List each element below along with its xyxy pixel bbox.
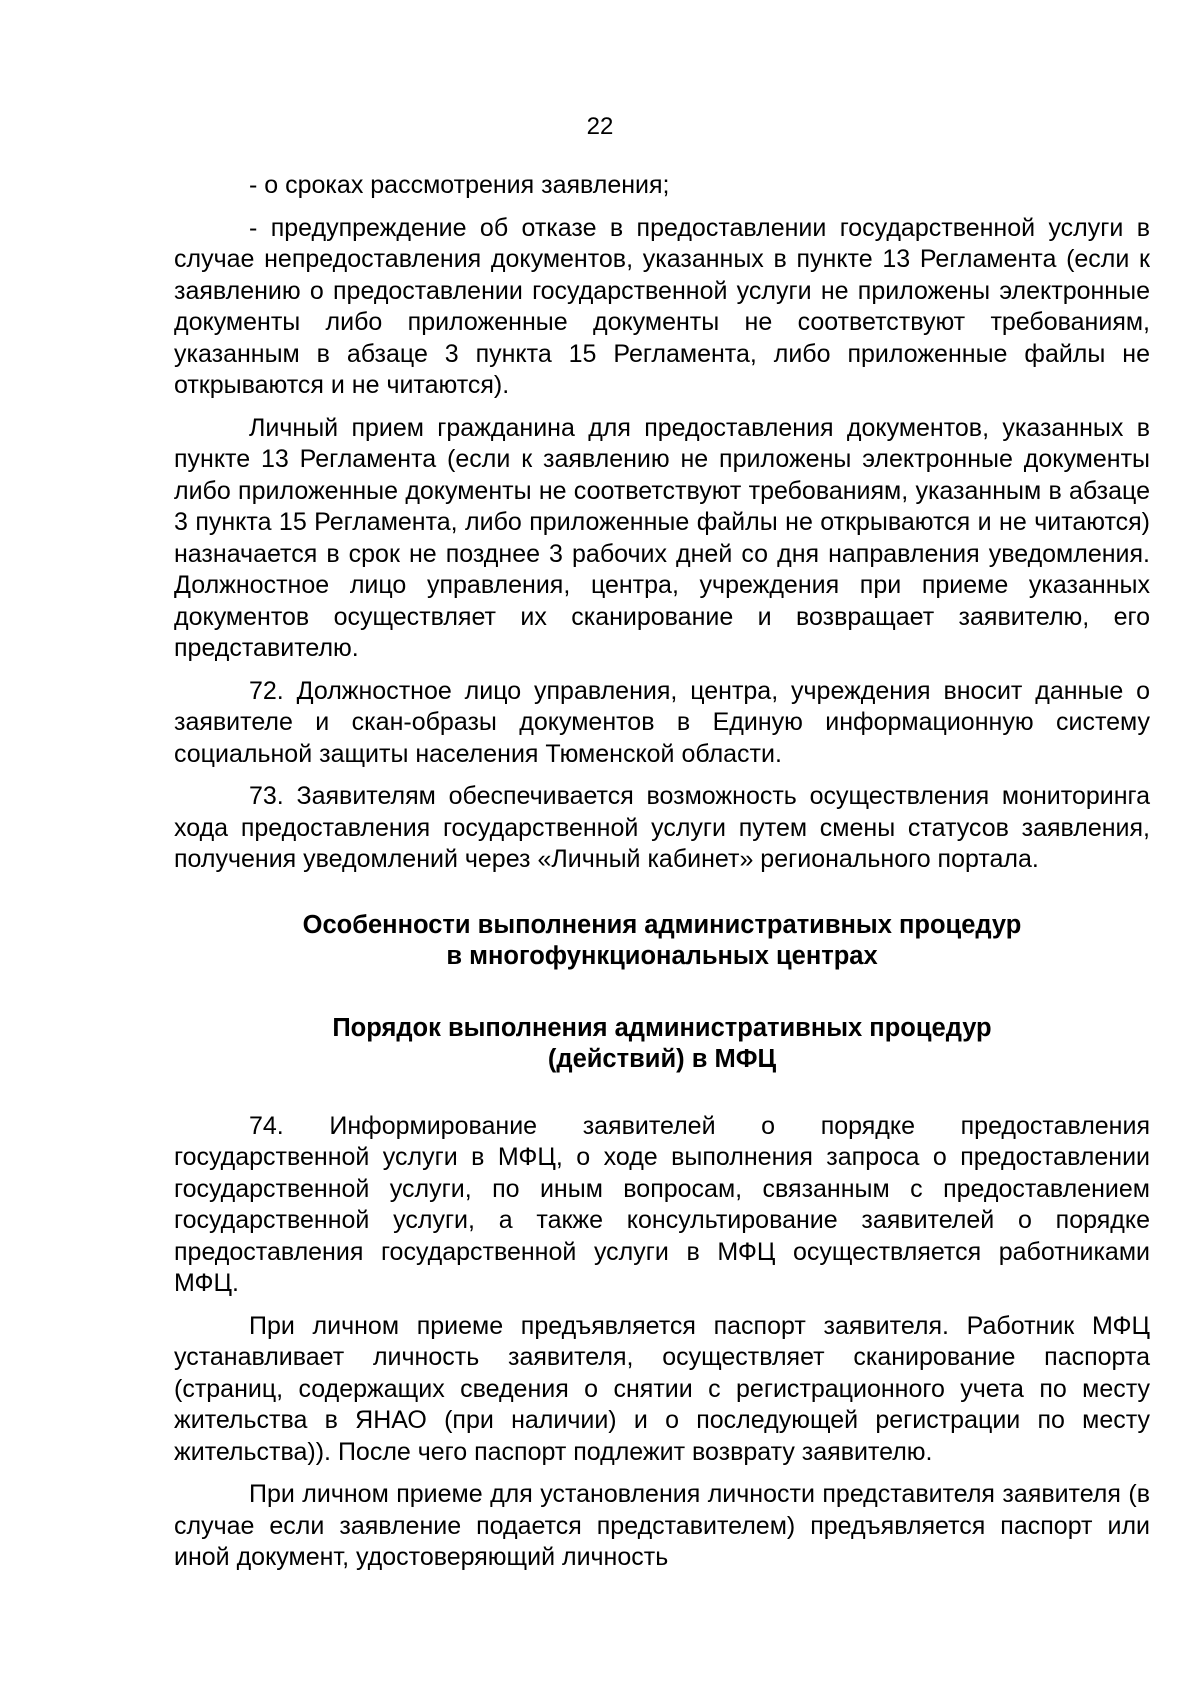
document-body <box>174 170 1150 1585</box>
page-number: 22 <box>586 113 614 140</box>
section-heading-mfc-features <box>174 910 1150 973</box>
paragraph-73: 73. Заявителям обеспечивается возможность осуществления мониторинга хода предоставления государственной услуги путем смены статусов заявления, получения уведомлений через «Личный кабинет» регионального портала. <box>174 782 1150 873</box>
section-heading-line-2: в многофункциональных центрах <box>446 942 878 970</box>
subsection-heading-line-1: Порядок выполнения административных процедур <box>332 1013 992 1042</box>
section-heading-line-1: Особенности выполнения административных процедур <box>302 910 1022 939</box>
paragraph-refusal-warning: - предупреждение об отказе в предоставлении государственной услуги в случае непредоставления документов, указанных в пункте 13 Регламента (если к заявлению о предоставлении государственной услуги не приложены электронные документы либо приложенные документы не соответствуют требованиям, указанным в абзаце 3 пункта 15 Регламента, либо приложенные файлы не открываются и не читаются). <box>174 213 1150 399</box>
paragraph-72: 72. Должностное лицо управления, центра, учреждения вносит данные о заявителе и скан-образы документов в Единую информационную систему социальной защиты населения Тюменской области. <box>174 676 1150 768</box>
subsection-heading-line-2: (действий) в МФЦ <box>547 1045 777 1073</box>
paragraph-personal-reception: Личный прием гражданина для предоставления документов, указанных в пункте 13 Регламента (если к заявлению не приложены электронные документы либо приложенные документы не соответствуют требованиям, указанным в абзаце 3 пункта 15 Регламента, либо приложенные файлы не открываются и не читаются) назначается в срок не позднее 3 рабочих дней со дня направления уведомления. Должностное лицо управления, центра, учреждения при приеме указанных документов осуществляет их сканирование и возвращает заявителю, его представителю. <box>174 413 1150 662</box>
paragraph-74: 74. Информирование заявителей о порядке предоставления государственной услуги в МФЦ, о ходе выполнения запроса о предоставлении государственной услуги, по иным вопросам, связанным с предоставлением государственной услуги, а также консультирование заявителей о порядке предоставления государственной услуги в МФЦ осуществляется работниками МФЦ. <box>174 1111 1150 1297</box>
paragraph-passport-presentation: При личном приеме предъявляется паспорт заявителя. Работник МФЦ устанавливает личность заявителя, осуществляет сканирование паспорта (страниц, содержащих сведения о снятии с регистрационного учета по месту жительства в ЯНАО (при наличии) и о последующей регистрации по месту жительства)). После чего паспорт подлежит возврату заявителю. <box>174 1311 1150 1466</box>
paragraph-representative-identity: При личном приеме для установления личности представителя заявителя (в случае если заявление подается представителем) предъявляется паспорт или иной документ, удостоверяющий личность <box>174 1480 1150 1571</box>
paragraph-review-terms: - о сроках рассмотрения заявления; <box>249 171 670 199</box>
subsection-heading-mfc-procedure <box>174 1013 1150 1076</box>
